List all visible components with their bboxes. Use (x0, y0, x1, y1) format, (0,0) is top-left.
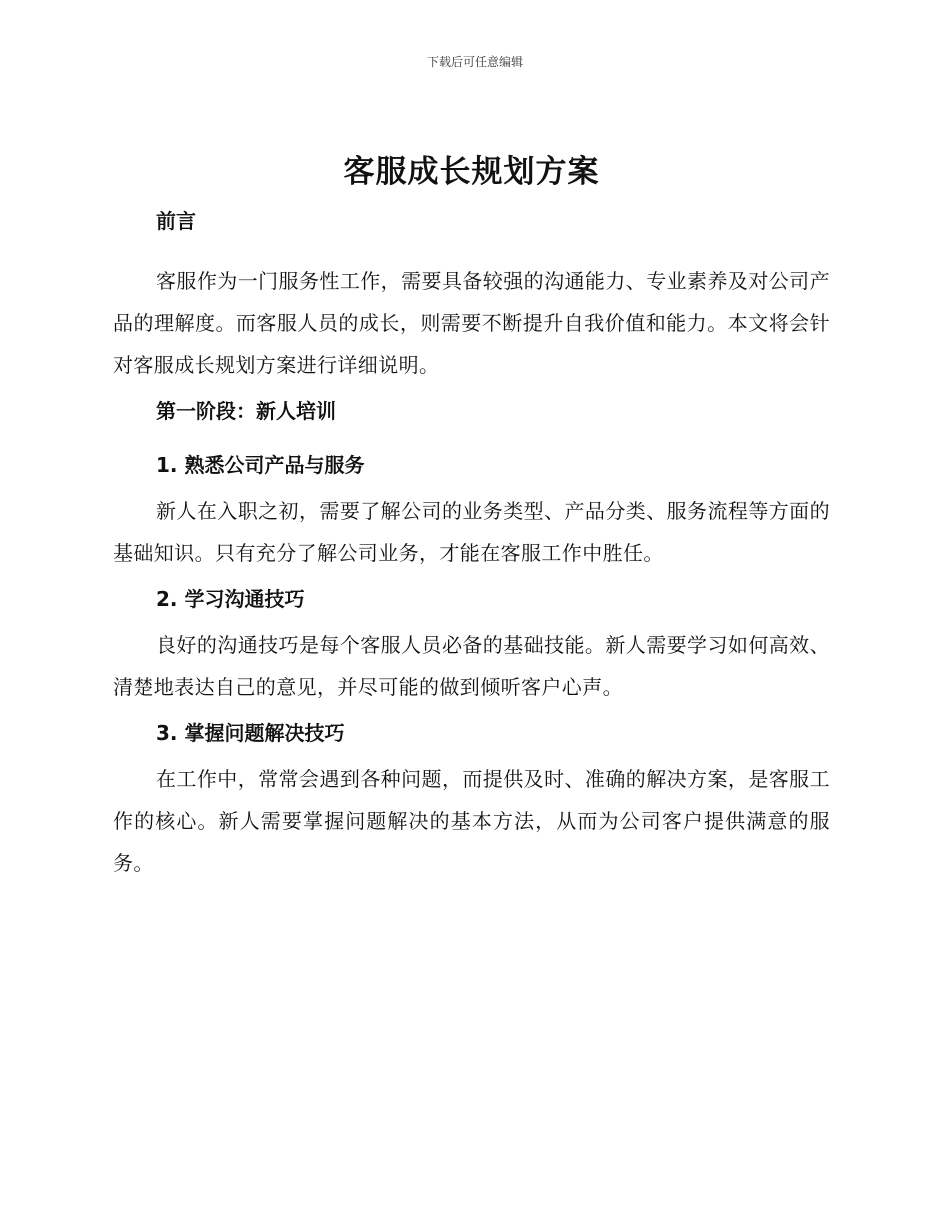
preface-paragraph: 客服作为一门服务性工作，需要具备较强的沟通能力、专业素养及对公司产品的理解度。而客服人员的成长，则需要不断提升自我价值和能力。本文将会针对客服成长规划方案进行详细说明。 (113, 269, 830, 377)
preface-heading: 前言 (156, 209, 196, 233)
document-body (113, 148, 830, 884)
document-title: 客服成长规划方案 (343, 154, 600, 190)
header-note: 下载后可任意编辑 (426, 55, 523, 69)
item2-heading: 2. 学习沟通技巧 (156, 587, 305, 611)
item1-paragraph: 新人在入职之初，需要了解公司的业务类型、产品分类、服务流程等方面的基础知识。只有充分了解公司业务，才能在客服工作中胜任。 (113, 499, 830, 565)
item3-heading: 3. 掌握问题解决技巧 (156, 721, 345, 745)
item2-paragraph: 良好的沟通技巧是每个客服人员必备的基础技能。新人需要学习如何高效、清楚地表达自己的意见，并尽可能的做到倾听客户心声。 (113, 633, 830, 699)
stage1-heading: 第一阶段：新人培训 (156, 399, 336, 423)
item1-heading: 1. 熟悉公司产品与服务 (156, 453, 365, 477)
item3-paragraph: 在工作中，常常会遇到各种问题，而提供及时、准确的解决方案，是客服工作的核心。新人需要掌握问题解决的基本方法，从而为公司客户提供满意的服务。 (113, 767, 830, 875)
